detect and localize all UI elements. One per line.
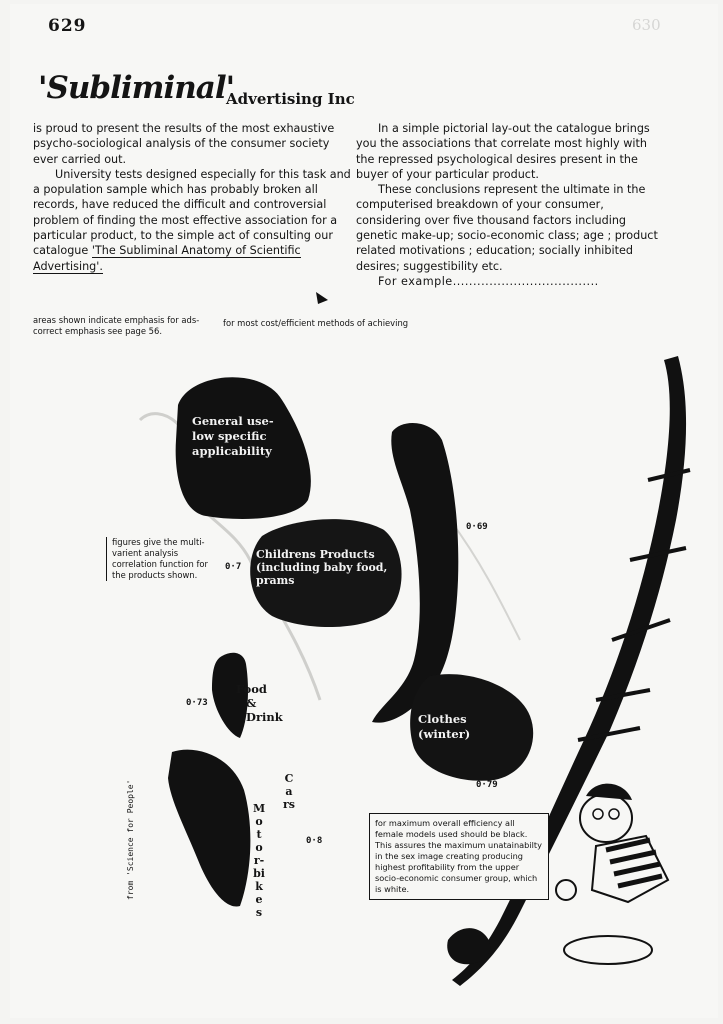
right-paragraph-1: In a simple pictorial lay-out the catalogue brings you the associations that correlate most highly with the repressed psychological desires present in the buyer of your particular product. <box>356 122 650 181</box>
catalogue-title: 'The Subliminal Anatomy of Scientific Advertising'. <box>33 244 301 273</box>
label-drink: Drink <box>246 710 283 724</box>
cartoon-shoes <box>564 936 652 964</box>
label-food: Food <box>236 682 267 696</box>
caption-methods: for most cost/efficient methods of achieving <box>223 318 409 328</box>
cartoon-spray-can <box>556 880 576 900</box>
source-credit: from 'Science for People' <box>126 779 135 900</box>
value-cars: 0·8 <box>306 836 323 846</box>
company-name: Advertising Inc <box>226 90 355 108</box>
page-number: 629 <box>48 16 87 36</box>
caption-emphasis: areas shown indicate emphasis for ads- correct emphasis see page 56. <box>33 315 200 336</box>
ground-bush <box>447 928 490 964</box>
value-children: 0·7 <box>225 562 242 572</box>
label-cars: Cars <box>283 772 295 811</box>
left-paragraph-2: University tests designed especially for this task and a population sample which has probably broken all records, have reduced the difficult and controversial problem of finding the most effective association for a particular product, to the simple act of consulting our catalogue <box>33 167 351 258</box>
value-clothes: 0·79 <box>476 780 498 790</box>
label-motorbikes: Motor-bikes <box>253 802 266 919</box>
small-mark <box>316 292 328 304</box>
value-food: 0·73 <box>186 698 208 708</box>
left-paragraph-1: is proud to present the results of the most exhaustive psycho-sociological analysis of the consumer society ever carried out. <box>33 122 335 166</box>
label-general: General use- low specific applicability <box>192 414 274 458</box>
faint-figure-outline-2 <box>450 520 520 640</box>
leg-silhouette <box>168 750 250 907</box>
value-arm: 0·69 <box>466 522 488 532</box>
cartoon-head <box>580 794 632 842</box>
brand-title: 'Subliminal' <box>38 70 235 106</box>
label-amp: & <box>246 696 257 710</box>
label-clothes: Clothes (winter) <box>418 712 471 741</box>
right-paragraph-3: For example.................................... <box>378 274 599 288</box>
right-paragraph-2: These conclusions represent the ultimate in the computerised breakdown of your consumer, considering over five thousand factors including genetic make-up; socio-economic class; age ; product related motivations ; education; socially inhibited desires; suggestibility etc. <box>356 183 658 273</box>
label-children: Childrens Products (including baby food, prams <box>256 548 388 587</box>
ghost-page-number: 630 <box>632 16 661 34</box>
model-note-box: for maximum overall efficiency all female models used should be black. This assures the maximum unatainabilty in the sex image creating producing highest profitability from the upper socio-economic consumer group, which is white. <box>369 813 549 900</box>
correlation-note: figures give the multi-varient analysis correlation function for the products shown. <box>106 537 222 581</box>
